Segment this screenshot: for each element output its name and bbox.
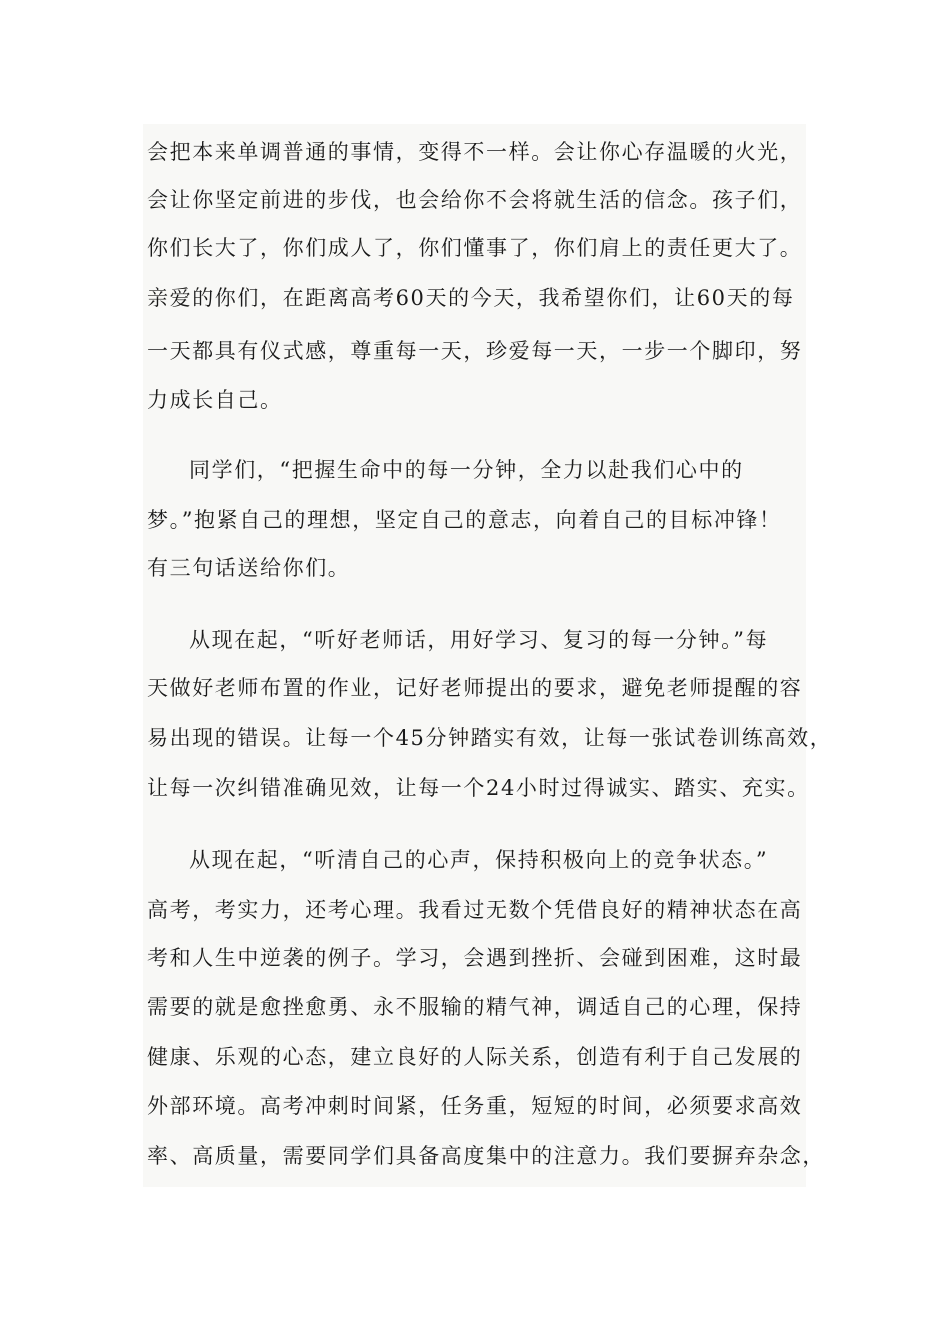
paragraph-1-line-2: 会让你坚定前进的步伐，也会给你不会将就生活的信念。孩子们， xyxy=(147,188,803,212)
paragraph-1-line-5: 一天都具有仪式感，尊重每一天，珍爱每一天，一步一个脚印，努 xyxy=(147,339,803,363)
paragraph-2-line-1: 同学们，“把握生命中的每一分钟，全力以赴我们心中的 xyxy=(189,458,744,482)
paragraph-4-line-2: 高考，考实力，还考心理。我看过无数个凭借良好的精神状态在高 xyxy=(147,898,803,922)
paragraph-3-line-1: 从现在起，“听好老师话，用好学习、复习的每一分钟。”每 xyxy=(189,628,769,652)
paragraph-4-line-1: 从现在起，“听清自己的心声，保持积极向上的竞争状态。” xyxy=(189,848,769,872)
paragraph-1-line-3: 你们长大了，你们成人了，你们懂事了，你们肩上的责任更大了。 xyxy=(147,236,803,260)
paragraph-2-line-2: 梦。”抱紧自己的理想，坚定自己的意志，向着自己的目标冲锋！ xyxy=(147,508,782,532)
paragraph-3-line-4: 让每一次纠错准确见效，让每一个24小时过得诚实、踏实、充实。 xyxy=(147,776,810,800)
paragraph-3-line-3: 易出现的错误。让每一个45分钟踏实有效，让每一张试卷训练高效， xyxy=(147,726,833,750)
paragraph-2-line-3: 有三句话送给你们。 xyxy=(147,556,351,580)
document-text-block xyxy=(143,124,833,1187)
paragraph-4-line-4: 需要的就是愈挫愈勇、永不服输的精气神，调适自己的心理，保持 xyxy=(147,995,803,1019)
paragraph-4-line-7: 率、高质量，需要同学们具备高度集中的注意力。我们要摒弃杂念， xyxy=(147,1144,825,1168)
paragraph-4-line-6: 外部环境。高考冲刺时间紧，任务重，短短的时间，必须要求高效 xyxy=(147,1094,803,1118)
paragraph-4-line-3: 考和人生中逆袭的例子。学习，会遇到挫折、会碰到困难，这时最 xyxy=(147,946,803,970)
paragraph-1-line-4: 亲爱的你们，在距离高考60天的今天，我希望你们，让60天的每 xyxy=(147,286,795,310)
paragraph-3-line-2: 天做好老师布置的作业，记好老师提出的要求，避免老师提醒的容 xyxy=(147,676,803,700)
paragraph-4-line-5: 健康、乐观的心态，建立良好的人际关系，创造有利于自己发展的 xyxy=(147,1045,803,1069)
paragraph-1-line-1: 会把本来单调普通的事情，变得不一样。会让你心存温暖的火光， xyxy=(147,140,803,164)
paragraph-1-line-6: 力成长自己。 xyxy=(147,388,283,412)
